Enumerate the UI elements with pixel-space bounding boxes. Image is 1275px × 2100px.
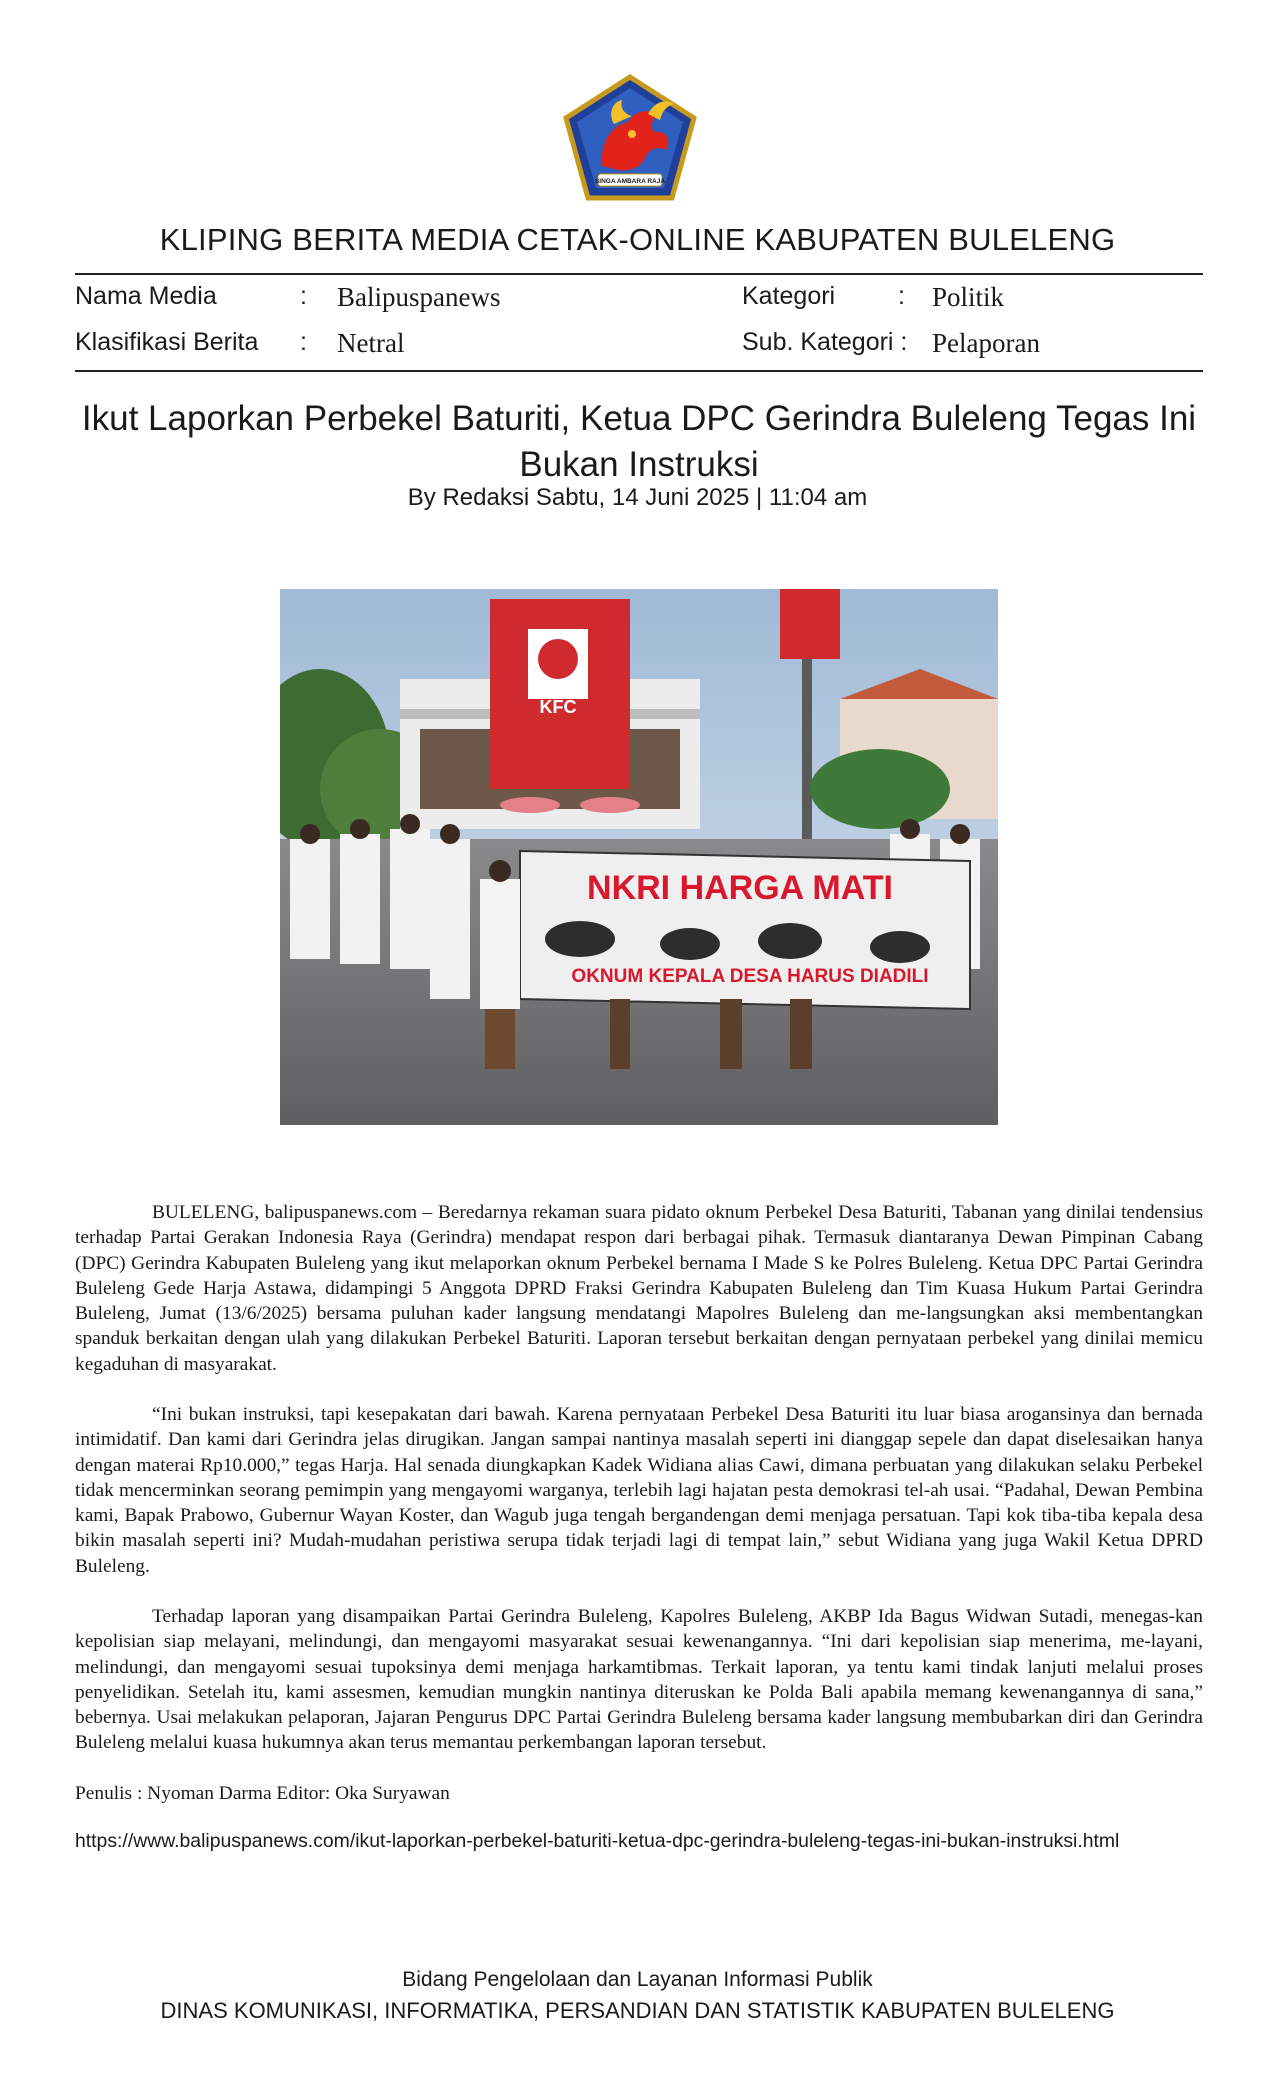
media-name-label: Nama Media [75, 282, 217, 310]
article-title: Ikut Laporkan Perbekel Baturiti, Ketua DPC Gerindra Buleleng Tegas Ini Bukan Instruksi [81, 399, 1197, 484]
category-label: Kategori [742, 282, 836, 310]
emblem-motto: SINGA AMBARA RAJA [594, 178, 666, 185]
footer-department: Bidang Pengelolaan dan Layanan Informasi Publik [402, 1968, 873, 1991]
subcategory-value: Pelaporan [932, 328, 1040, 358]
article-byline: By Redaksi Sabtu, 14 Juni 2025 | 11:04 am [407, 484, 868, 511]
header-divider-top [75, 273, 1203, 275]
article-credit: Penulis : Nyoman Darma Editor: Oka Suryawan [75, 1783, 450, 1804]
regency-emblem-logo [562, 74, 698, 202]
category-value: Politik [932, 282, 1005, 312]
header-divider-bottom [75, 370, 1203, 372]
banner-main-text: NKRI HARGA MATI [587, 869, 893, 907]
store-sign-text: KFC [539, 697, 577, 717]
article-paragraph-3: Terhadap laporan yang disampaikan Partai Gerindra Buleleng, Kapolres Buleleng, AKBP Ida Bagus Widwan Sutadi, menegas-kan kepolisian siap melayani, melindungi, dan mengayomi masyarakat sesuai kewenangannya. “Ini dari kepolisian siap menerima, me-layani, melindungi, dan mengayomi sesuai tupoksinya demi menjaga harkamtibmas. Terkait laporan, ya tentu kami tindak lanjuti melalui proses penyelidikan. Setelah itu, kami assesmen, kemudian mungkin nantinya diteruskan ke Polda Bali apabila memang kewenangannya di sana,” bebernya. Usai melakukan pelaporan, Jajaran Pengurus DPC Partai Gerindra Buleleng bersama kader langsung membubarkan diri dan Gerindra Buleleng melalui kuasa hukumnya akan terus memantau perkembangan laporan tersebut. [75, 1606, 1203, 1754]
classification-value: Netral [337, 328, 405, 358]
banner-sub-text: OKNUM KEPALA DESA HARUS DIADILI [571, 966, 929, 987]
classification-label: Klasifikasi Berita [75, 328, 259, 356]
subcategory-label: Sub. Kategori : [742, 328, 908, 356]
article-paragraph-1: BULELENG, balipuspanews.com – Beredarnya rekaman suara pidato oknum Perbekel Desa Baturiti, Tabanan yang dinilai tendensius terhadap Partai Gerakan Indonesia Raya (Gerindra) mendapat respon dari berbagai pihak. Termasuk diantaranya Dewan Pimpinan Cabang (DPC) Gerindra Kabupaten Buleleng yang ikut melaporkan oknum Perbekel bernama I Made S ke Polres Buleleng. Ketua DPC Partai Gerindra Buleleng Gede Harja Astawa, didampingi 5 Anggota DPRD Fraksi Gerindra Kabupaten Buleleng dan Tim Kuasa Hukum Partai Gerindra Buleleng, Jumat (13/6/2025) bersama puluhan kader langsung mendatangi Mapolres Buleleng dan me-langsungkan aksi membentangkan spanduk berkaitan dengan ulah yang dilakukan Perbekel Baturiti. Laporan tersebut berkaitan dengan pernyataan perbekel yang dinilai memicu kegaduhan di masyarakat. [75, 1202, 1203, 1375]
page-header-title: KLIPING BERITA MEDIA CETAK-ONLINE KABUPATEN BULELENG [159, 222, 1116, 257]
footer-agency: DINAS KOMUNIKASI, INFORMATIKA, PERSANDIAN DAN STATISTIK KABUPATEN BULELENG [160, 1998, 1115, 2023]
category-colon: : [898, 282, 905, 310]
article-source-link[interactable]: https://www.balipuspanews.com/ikut-laporkan-perbekel-baturiti-ketua-dpc-gerindra-buleleng-tegas-ini-bukan-instruksi.html [75, 1830, 1120, 1852]
media-name-colon: : [300, 282, 307, 310]
classification-colon: : [300, 328, 307, 356]
media-name-value: Balipuspanews [337, 282, 501, 312]
article-paragraph-2: “Ini bukan instruksi, tapi kesepakatan dari bawah. Karena pernyataan Perbekel Desa Baturiti itu luar biasa arogansinya dan bernada intimidatif. Dan kami dari Gerindra jelas dirugikan. Jangan sampai nantinya masalah seperti ini dianggap sepele dan dapat diselesaikan hanya dengan materai Rp10.000,” tegas Harja. Hal senada diungkapkan Kadek Widiana alias Cawi, dimana perbuatan yang dilakukan selaku Perbekel tidak mencerminkan seorang pemimpin yang mengayomi warganya, terlebih lagi hajatan pesta demokrasi tel-ah usai. “Padahal, Dewan Pembina kami, Bapak Prabowo, Gubernur Wayan Koster, dan Wagub juga tengah bergandengan demi menjaga persatuan. Tapi kok tiba-tiba kepala desa bikin masalah seperti ini? Mudah-mudahan peristiwa serupa tidak terjadi lagi di tempat lain,” sebut Widiana yang juga Wakil Ketua DPRD Buleleng. [75, 1404, 1203, 1577]
article-photo [280, 589, 998, 1125]
